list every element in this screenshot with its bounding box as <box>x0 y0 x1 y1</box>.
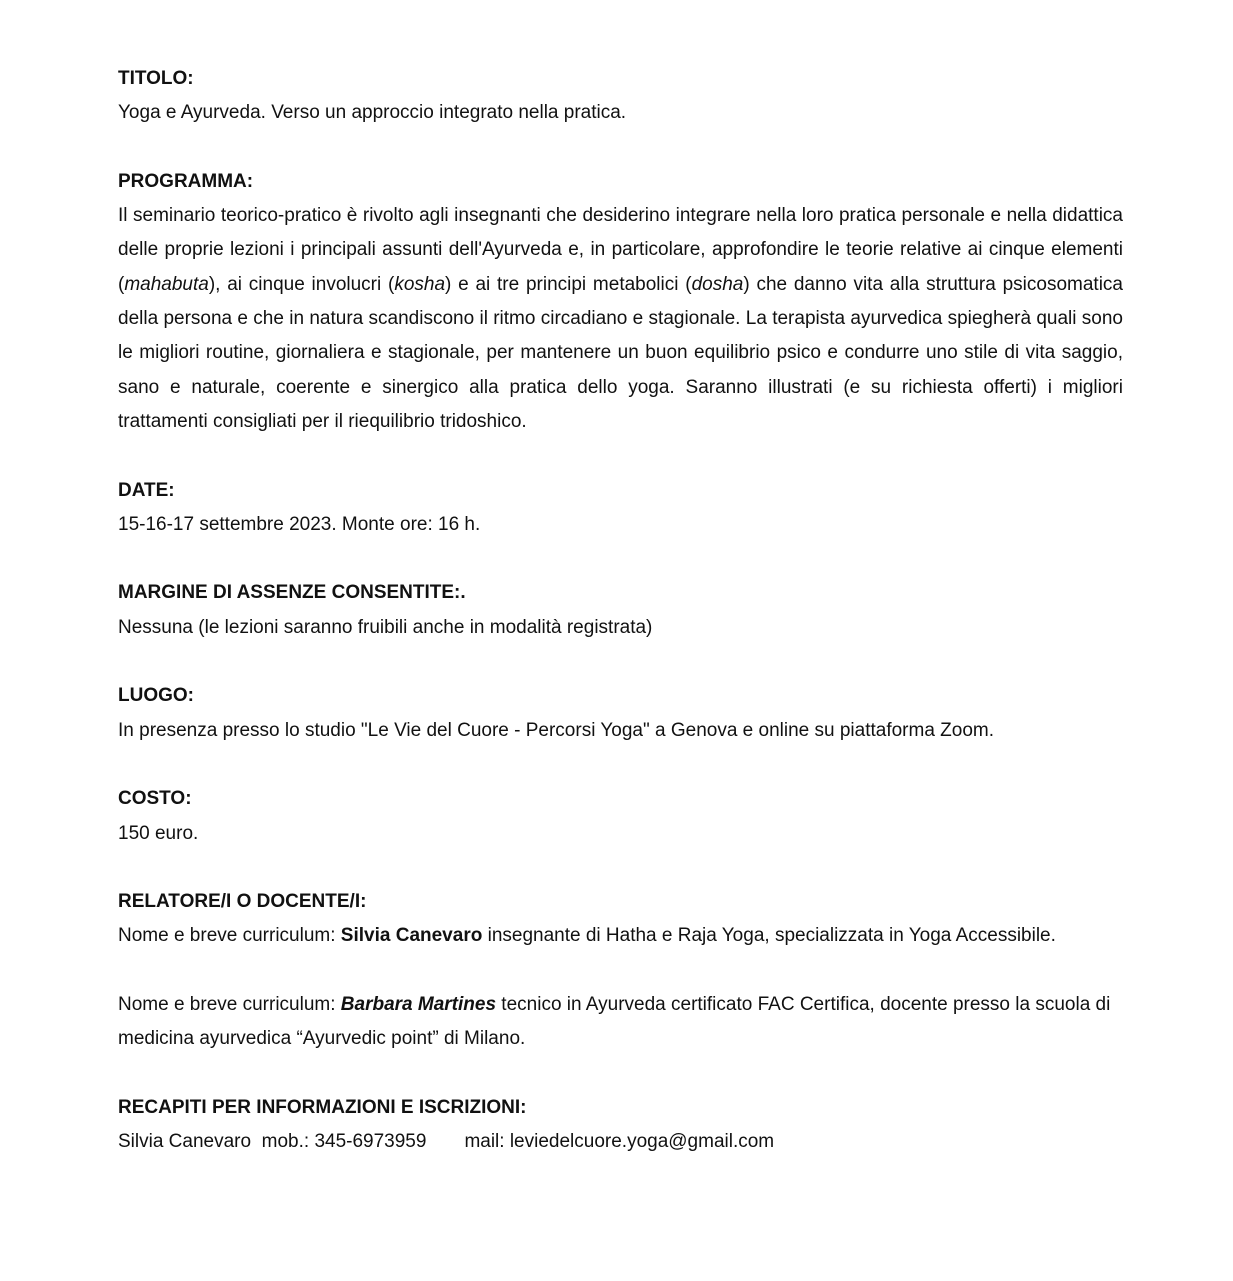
titolo-heading: TITOLO: <box>118 68 194 89</box>
relatori-heading: RELATORE/I O DOCENTE/I: <box>118 891 367 913</box>
recapiti-text <box>118 1125 1123 1159</box>
luogo-text: In presenza presso lo studio "Le Vie del Cuore - Percorsi Yoga" a Genova e online su piattaforma Zoom. <box>118 719 995 741</box>
section-gap <box>118 1057 1123 1091</box>
programma-heading: PROGRAMMA: <box>118 170 254 192</box>
docente-2-name: Barbara Martines <box>340 994 497 1016</box>
document-page <box>118 62 1123 1160</box>
programma-part4: ) che danno vita alla struttura psicosomatica della persona e che in natura scandiscono il ritmo circadiano e stagionale. La terapista ayurvedica spiegherà quali sono le migliori routine, giornaliera e stagionale, per mantenere un buon equilibrio psico e condurre uno stile di vita saggio, sano e naturale, coerente e sinergico alla pratica dello yoga. Saranno illustrati (e su richiesta offerti) i migliori trattamenti consigliati per il riequilibrio tridoshico. <box>118 273 1123 432</box>
docente-1-prefix: Nome e breve curriculum: <box>118 925 341 947</box>
programma-term-mahabuta: mahabuta <box>124 273 209 295</box>
section-gap <box>118 542 1123 576</box>
programma-text <box>118 199 1123 439</box>
docente-2-desc: tecnico in Ayurveda certificato FAC Certifica, docente presso la scuola di medicina ayurvedica “Ayurvedic point” di Milano. <box>118 994 1111 1050</box>
assenze-text: Nessuna (le lezioni saranno fruibili anche in modalità registrata) <box>118 616 653 638</box>
programma-part2: ), ai cinque involucri ( <box>208 273 395 295</box>
section-gap <box>118 131 1123 165</box>
programma-term-dosha: dosha <box>691 273 744 295</box>
recapiti-heading: RECAPITI PER INFORMAZIONI E ISCRIZIONI: <box>118 1096 527 1118</box>
date-text: 15-16-17 settembre 2023. Monte ore: 16 h. <box>118 513 481 535</box>
docente-2-prefix: Nome e breve curriculum: <box>118 994 341 1016</box>
section-gap <box>118 748 1123 782</box>
programma-part3: ) e ai tre principi metabolici ( <box>445 273 692 295</box>
section-gap <box>118 954 1123 988</box>
programma-part1: Il seminario teorico-pratico è rivolto agli insegnanti che desiderino integrare nella loro pratica personale e nella didattica delle proprie lezioni i principali assunti dell'Ayurveda e, in particolare, approfondire le teorie relative ai cinque elementi ( <box>118 205 1123 295</box>
contact-phone: mob.: 345-6973959 <box>261 1131 427 1153</box>
section-gap <box>118 851 1123 885</box>
titolo-text: Yoga e Ayurveda. Verso un approccio integrato nella pratica. <box>118 102 627 124</box>
section-gap <box>118 439 1123 473</box>
docente-2 <box>118 988 1123 1057</box>
section-gap <box>118 645 1123 679</box>
assenze-heading: MARGINE DI ASSENZE CONSENTITE:. <box>118 582 466 604</box>
luogo-heading: LUOGO: <box>118 685 194 707</box>
contact-mail: mail: leviedelcuore.yoga@gmail.com <box>464 1131 775 1153</box>
docente-1 <box>118 919 1123 953</box>
contact-name: Silvia Canevaro <box>118 1131 252 1153</box>
costo-heading: COSTO: <box>118 788 192 810</box>
docente-1-desc: insegnante di Hatha e Raja Yoga, specializzata in Yoga Accessibile. <box>482 925 1056 947</box>
date-heading: DATE: <box>118 479 175 501</box>
docente-1-name: Silvia Canevaro <box>340 925 483 947</box>
programma-term-kosha: kosha <box>394 273 446 295</box>
costo-text: 150 euro. <box>118 822 199 844</box>
